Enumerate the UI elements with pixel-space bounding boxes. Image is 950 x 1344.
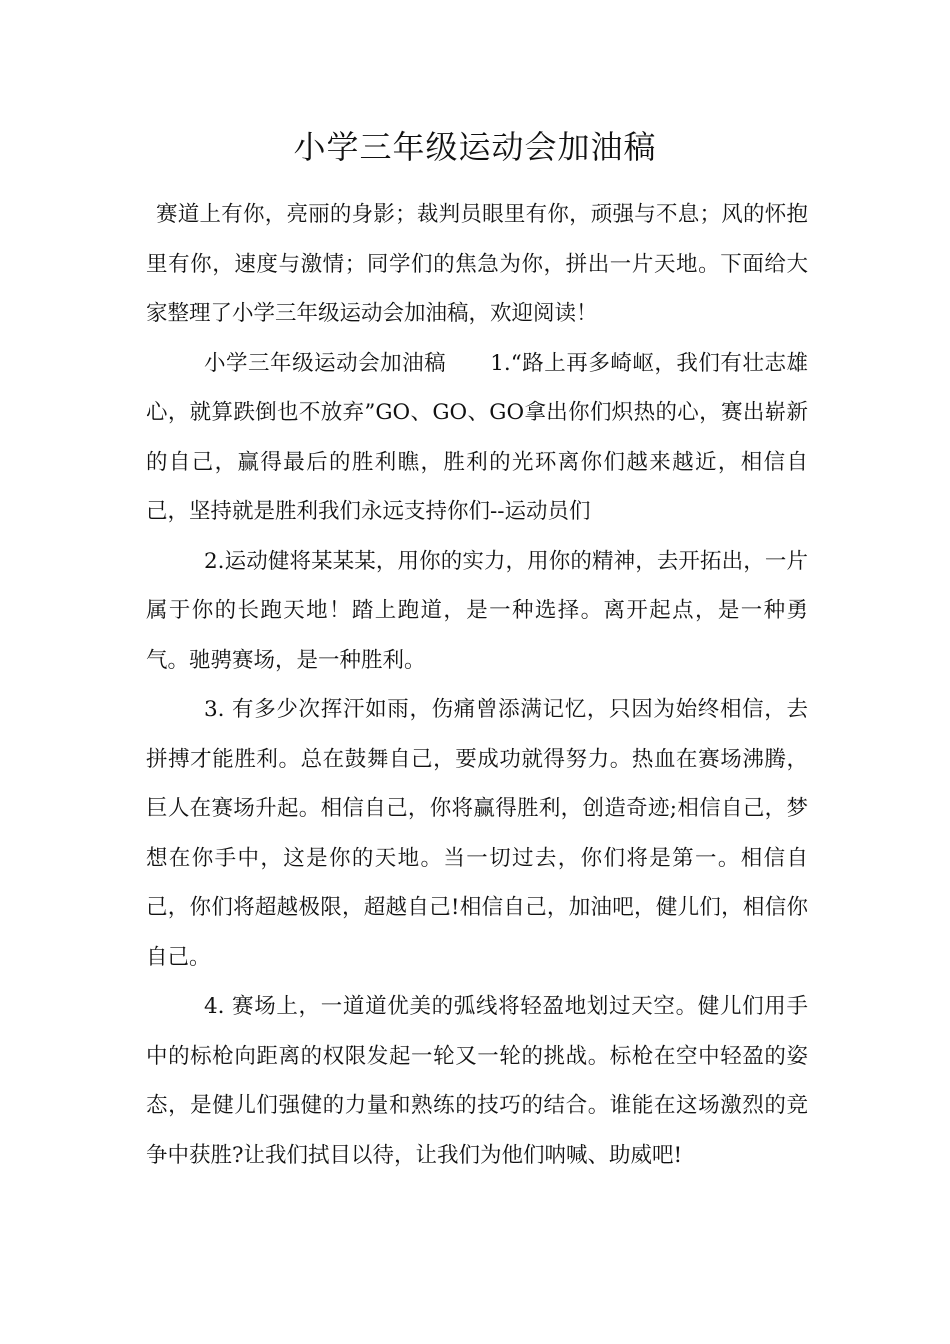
cheer-paragraph-3: 3. 有多少次挥汗如雨，伤痛曾添满记忆，只因为始终相信，去拼搏才能胜利。总在鼓舞自己，要成功就得努力。热血在赛场沸腾，巨人在赛场升起。相信自己，你将赢得胜利，创造奇迹;相信自己，梦想在你手中，这是你的天地。当一切过去，你们将是第一。相信自己，你们将超越极限，超越自己!相信自己，加油吧，健儿们，相信你自己。 [146, 697, 808, 970]
cheer-paragraph-4: 4. 赛场上，一道道优美的弧线将轻盈地划过天空。健儿们用手中的标枪向距离的权限发起一轮又一轮的挑战。标枪在空中轻盈的姿态，是健儿们强健的力量和熟练的技巧的结合。谁能在这场激烈的竞争中获胜?让我们拭目以待，让我们为他们呐喊、助威吧! [146, 994, 808, 1168]
cheer-paragraph-2: 2.运动健将某某某，用你的实力，用你的精神，去开拓出，一片属于你的长跑天地！踏上跑道，是一种选择。离开起点，是一种勇气。驰骋赛场，是一种胜利。 [146, 548, 808, 673]
cheer-paragraph-1: 小学三年级运动会加油稿 1.“路上再多崎岖，我们有壮志雄心，就算跌倒也不放弃”GO、GO、GO拿出你们炽热的心，赛出崭新的自己，赢得最后的胜利瞧，胜利的光环离你们越来越近，相信自己，坚持就是胜利我们永远支持你们--运动员们 [146, 350, 808, 524]
document-body [146, 190, 808, 1180]
document-title: 小学三年级运动会加油稿 [293, 128, 657, 167]
intro-paragraph: 赛道上有你，亮丽的身影；裁判员眼里有你，顽强与不息；风的怀抱里有你，速度与激情；同学们的焦急为你，拼出一片天地。下面给大家整理了小学三年级运动会加油稿，欢迎阅读！ [146, 202, 808, 326]
